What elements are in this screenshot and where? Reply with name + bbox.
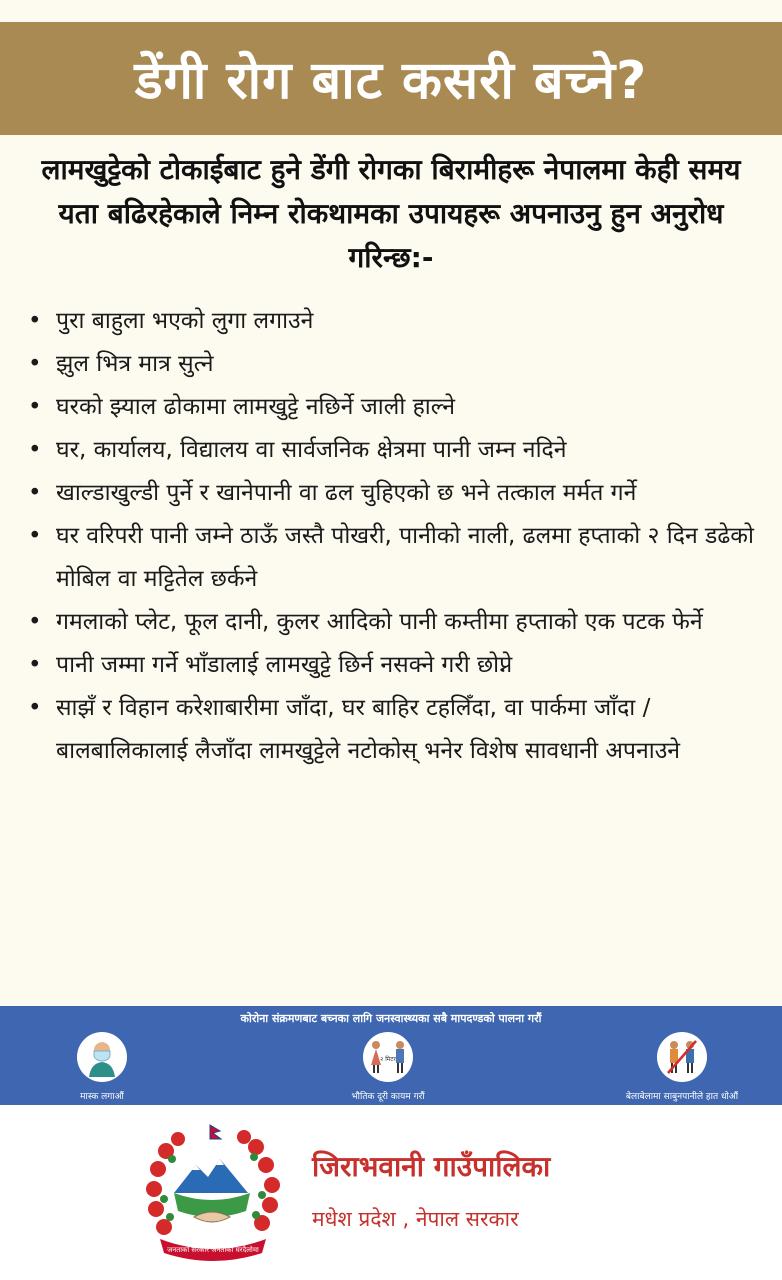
list-item — [24, 601, 764, 644]
bullet-icon: • — [28, 437, 42, 463]
list-item — [24, 343, 764, 386]
bullet-icon: • — [28, 652, 42, 678]
tip-wear-mask — [12, 1032, 192, 1102]
government-emblem-logo — [136, 1121, 290, 1267]
list-item-text: पानी जम्मा गर्ने भाँडालाई लामखुट्टे छिर्न नसक्ने गरी छोप्ने — [56, 652, 513, 678]
organization-subtitle: मधेश प्रदेश , नेपाल सरकार — [312, 1207, 519, 1231]
bullet-icon: • — [28, 609, 42, 635]
tip-caption: भौतिक दूरी कायम गरौं — [351, 1092, 425, 1102]
list-item-text: गमलाको प्लेट, फूल दानी, कुलर आदिको पानी कम्तीमा हप्ताको एक पटक फेर्ने — [56, 609, 703, 635]
physical-distance-icon — [363, 1032, 413, 1082]
tip-caption: बेलाबेलामा साबुनपानीले हात धोऔं — [625, 1092, 739, 1102]
covid-headline: कोरोना संक्रमणबाट बच्नका लागि जनस्वास्थ्यका सबै मापदण्डको पालना गरौं — [240, 1012, 542, 1025]
prevention-list — [24, 300, 764, 773]
list-item-text: घर वरिपरी पानी जम्ने ठाऊँ जस्तै पोखरी, पानीको नाली, ढलमा हप्ताको २ दिन डढेको मोबिल वा मट्टितेल छर्कने — [56, 523, 754, 592]
covid-guidance-band — [0, 1006, 782, 1105]
list-item-text: घर, कार्यालय, विद्यालय वा सार्वजनिक क्षेत्रमा पानी जम्न नदिने — [56, 437, 567, 463]
poster-title: डेंगी रोग बाट कसरी बच्ने? — [134, 51, 648, 111]
list-item — [24, 300, 764, 343]
list-item-text: पुरा बाहुला भएको लुगा लगाउने — [56, 308, 314, 334]
bullet-icon: • — [28, 308, 42, 334]
no-handshake-icon — [657, 1032, 707, 1082]
tip-caption: मास्क लगाऔं — [80, 1092, 124, 1102]
list-item-text: घरको झ्याल ढोकामा लामखुट्टे नछिर्ने जाली हाल्ने — [56, 394, 456, 420]
organization-name: जिराभवानी गाउँपालिका — [312, 1150, 551, 1183]
bullet-icon: • — [28, 523, 42, 549]
list-item-text: साझँ र विहान करेशाबारीमा जाँदा, घर बाहिर टहलिँदा, वा पार्कमा जाँदा / बालबालिकालाई लैजाँदा लामखुट्टेले नटोकोस् भनेर विशेष सावधानी अपनाउने — [56, 695, 681, 764]
list-item — [24, 644, 764, 687]
emblem-ribbon-text: जनताको सरकार जनताको घरदैलोमा — [167, 1246, 259, 1254]
bullet-icon: • — [28, 394, 42, 420]
mask-person-icon — [77, 1032, 127, 1082]
list-item-text: झुल भित्र मात्र सुत्ने — [56, 351, 214, 377]
list-item — [24, 472, 764, 515]
intro-text: लामखुट्टेको टोकाईबाट हुने डेंगी रोगका बिरामीहरू नेपालमा केही समय यता बढिरहेकाले निम्न रोकथामका उपायहरू अपनाउनु हुन अनुरोध गरिन्छ:- — [41, 153, 741, 274]
list-item — [24, 687, 764, 773]
title-band — [0, 22, 782, 135]
bullet-icon: • — [28, 351, 42, 377]
tip-physical-distance — [298, 1032, 478, 1102]
footer — [0, 1105, 782, 1280]
tip-wash-hands — [592, 1032, 772, 1102]
list-item — [24, 429, 764, 472]
bullet-icon: • — [28, 695, 42, 721]
list-item — [24, 515, 764, 601]
list-item — [24, 386, 764, 429]
list-item-text: खाल्डाखुल्डी पुर्ने र खानेपानी वा ढल चुहिएको छ भने तत्काल मर्मत गर्ने — [56, 480, 637, 506]
distance-label: २ मिटर — [380, 1056, 396, 1063]
bullet-icon: • — [28, 480, 42, 506]
